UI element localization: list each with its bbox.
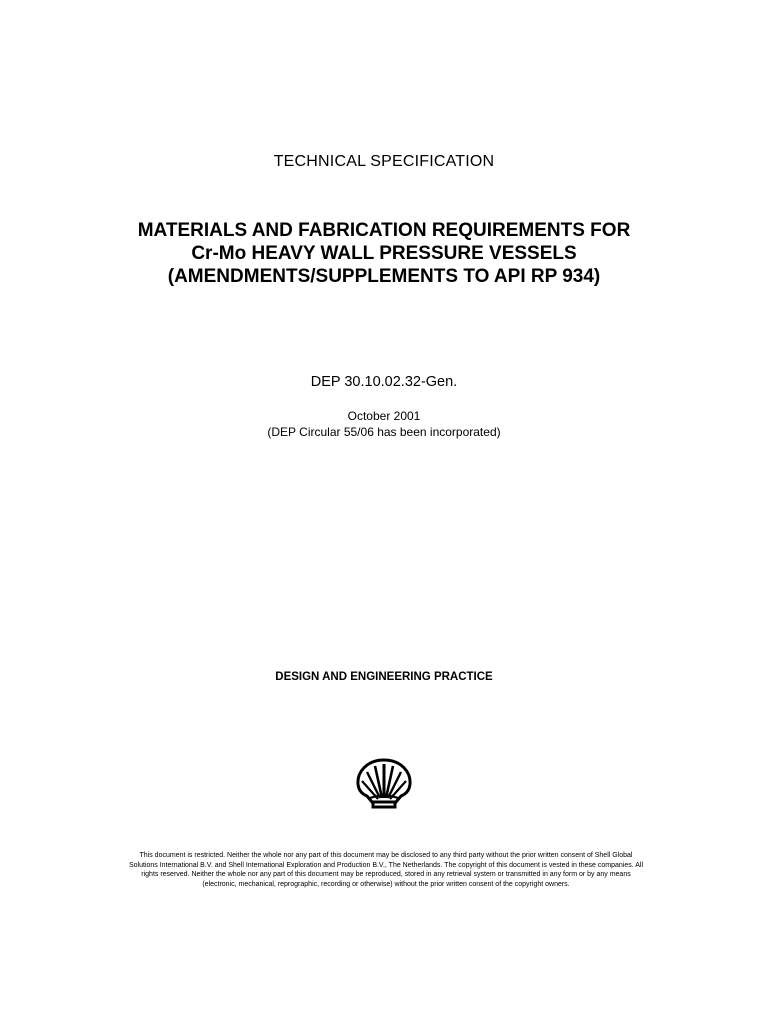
title-line-1: MATERIALS AND FABRICATION REQUIREMENTS FOR (137, 220, 631, 241)
dep-number: DEP 30.10.02.32-Gen. (310, 374, 458, 390)
disclaimer-line-3: rights reserved. Neither the whole nor any part of this document may be reproduced, stored in any retrieval system or transmitted in any form or by any means (141, 871, 631, 878)
disclaimer-line-1: This document is restricted. Neither the whole nor any part of this document may be disclosed to any third party without the prior written consent of Shell Global (139, 852, 633, 859)
copyright-disclaimer (96, 851, 676, 889)
document-title (0, 219, 768, 288)
document-type: TECHNICAL SPECIFICATION (273, 153, 495, 170)
disclaimer-line-4: (electronic, mechanical, reprographic, recording or otherwise) without the prior written consent of the copyright owners. (202, 880, 570, 888)
practice-label: DESIGN AND ENGINEERING PRACTICE (275, 671, 493, 683)
title-line-2: Cr-Mo HEAVY WALL PRESSURE VESSELS (191, 243, 577, 264)
shell-pecten-logo-icon (355, 758, 413, 810)
circular-note: (DEP Circular 55/06 has been incorporated) (267, 425, 501, 439)
title-line-3: (AMENDMENTS/SUPPLEMENTS TO API RP 934) (167, 266, 601, 287)
disclaimer-line-2: Solutions International B.V. and Shell International Exploration and Production B.V., The Netherlands. The copyright of this document is vested in these companies. All (128, 861, 644, 869)
publication-date: October 2001 (347, 409, 421, 423)
